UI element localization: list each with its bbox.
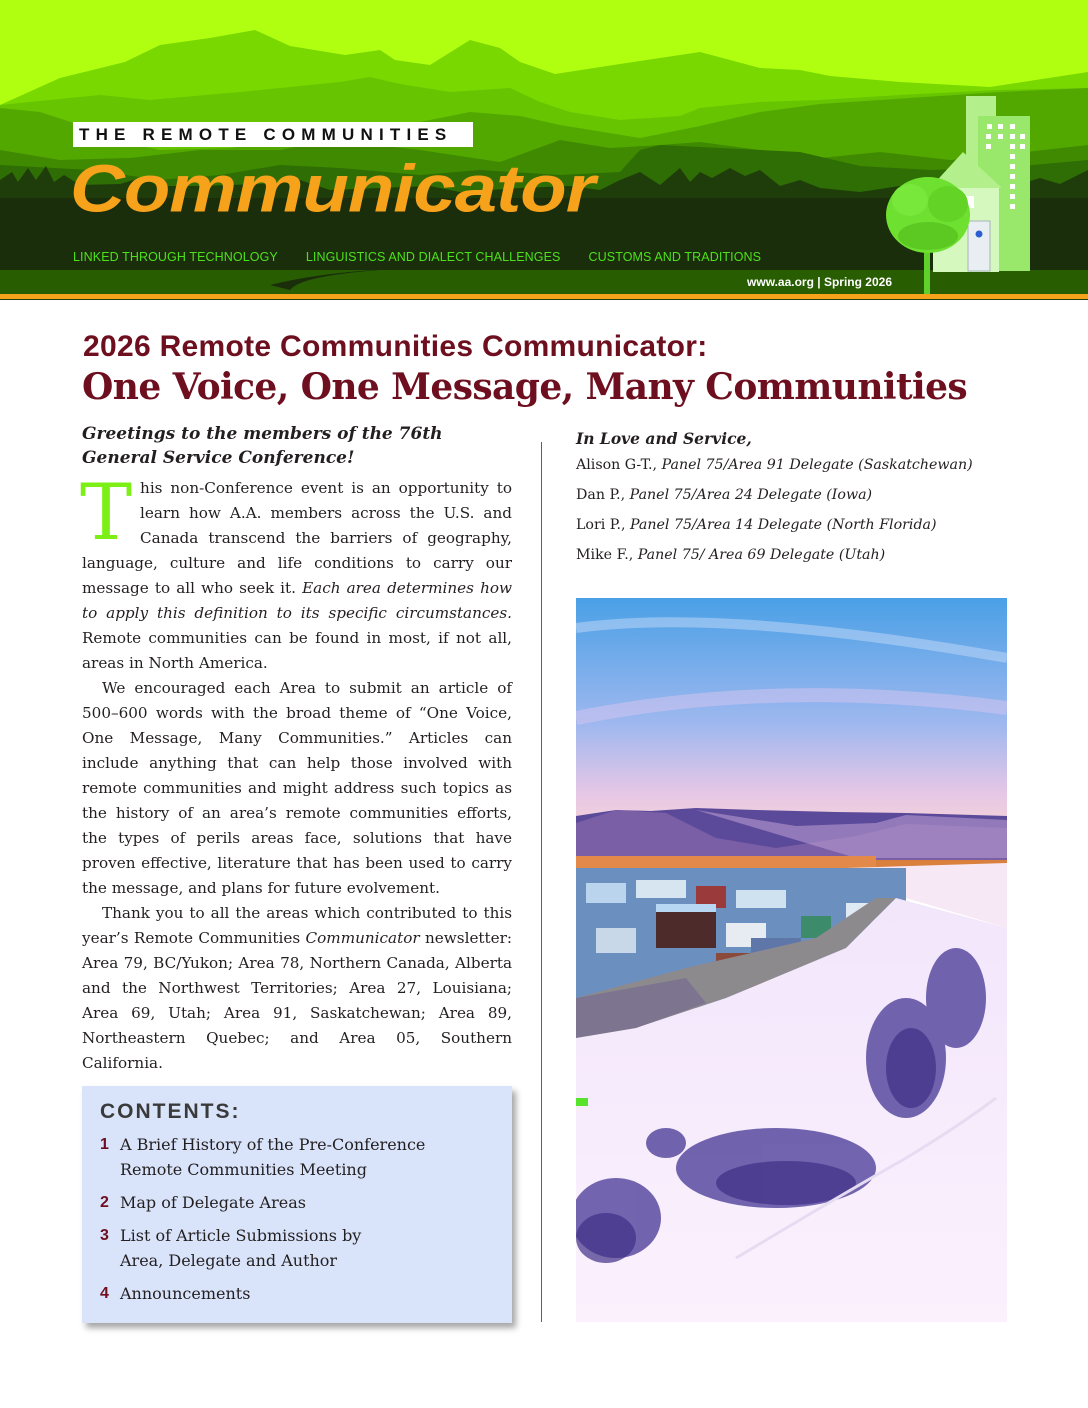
signatory [576,540,1016,570]
header-divider [0,294,1088,299]
contents-item[interactable] [100,1132,494,1182]
article-subtitle: One Voice, One Message, Many Communities [82,366,968,408]
item-number: 4 [100,1285,109,1302]
signatory-role: Panel 75/Area 14 Delegate (North Florida) [625,517,937,533]
drop-cap: T [80,468,133,558]
p3-start: Thank you to all the areas which contributed to this year’s Remote Communities [82,904,512,947]
contents-item[interactable] [100,1190,494,1215]
contents-box [82,1086,512,1323]
masthead-banner [0,0,1088,300]
greeting: Greetings to the members of the 76th General Service Conference! [82,424,443,468]
signoff-heading: In Love and Service, [576,429,752,448]
intro-paragraph-3 [82,901,512,1076]
signatory [576,450,1016,480]
item-label: Map of Delegate Areas [120,1193,306,1212]
signatory-name: Lori P., [576,517,626,533]
contents-item[interactable] [100,1223,494,1273]
p1-italic: Each area determines how to apply this definition to its specific circumstances. [82,579,512,622]
item-number: 2 [100,1194,109,1211]
signatory-name: Mike F., [576,547,634,563]
signatory-role: Panel 75/Area 91 Delegate (Saskatchewan) [657,457,973,473]
item-label: List of Article Submissions by Area, Delegate and Author [120,1226,362,1270]
item-number: 1 [100,1136,109,1153]
intro-paragraph-2: We encouraged each Area to submit an article of 500–600 words with the broad theme of “One Voice, One Message, Many Communities.” Articles can include anything that can help those involved with remote communities and might address such topics as the history of an area’s remote communities efforts, the types of perils areas face, solutions that have proven effective, literature that has been used to carry the message, and plans for future evolvement. [82,679,512,897]
contents-list [100,1132,494,1306]
topic-linked-through-technology: LINKED THROUGH TECHNOLOGY [73,250,278,264]
issue-info: www.aa.org | Spring 2026 [747,275,892,289]
topic-customs: CUSTOMS AND TRADITIONS [588,250,762,264]
photo-illustration [576,598,1007,1322]
contents-title: CONTENTS: [100,1100,241,1123]
contents-item[interactable] [100,1281,494,1306]
p3-italic: Communicator [305,929,420,947]
article-title: 2026 Remote Communities Communicator: [83,330,708,363]
town-winter-photo [576,598,1007,1322]
signatory-role: Panel 75/ Area 69 Delegate (Utah) [633,547,886,563]
p1-end: Remote communities can be found in most, if not all, areas in North America. [82,629,512,672]
signatory [576,480,1016,510]
topic-list [73,250,761,264]
column-divider [541,442,542,1322]
masthead-title: Communicator [70,151,595,227]
topic-linguistics: LINGUISTICS AND DIALECT CHALLENGES [305,250,561,264]
p1-text: his non-Conference event is an opportunity to learn how A.A. members across the U.S. and Canada transcend the barriers of geography, language, culture and life conditions to carry our message to all who seek it. [82,479,512,597]
signoff-column [576,428,1016,570]
p3-end: newsletter: Area 79, BC/Yukon; Area 78, Northern Canada, Alberta and the Northwest Territories; Area 27, Louisiana; Area 69, Utah; Area 91, Saskatchewan; Area 89, Northeastern Quebec; and Area 05, Southern California. [82,929,513,1072]
item-label: Announcements [120,1284,251,1303]
item-label: A Brief History of the Pre-Conference Remote Communities Meeting [120,1135,426,1179]
intro-column [82,422,512,1076]
signatory-name: Dan P., [576,487,626,503]
item-number: 3 [100,1227,109,1244]
series-label: THE REMOTE COMMUNITIES [73,122,473,147]
signatory-name: Alison G-T., [576,457,658,473]
intro-paragraph-1 [80,468,512,676]
signatory [576,510,1016,540]
signatory-role: Panel 75/Area 24 Delegate (Iowa) [625,487,873,503]
